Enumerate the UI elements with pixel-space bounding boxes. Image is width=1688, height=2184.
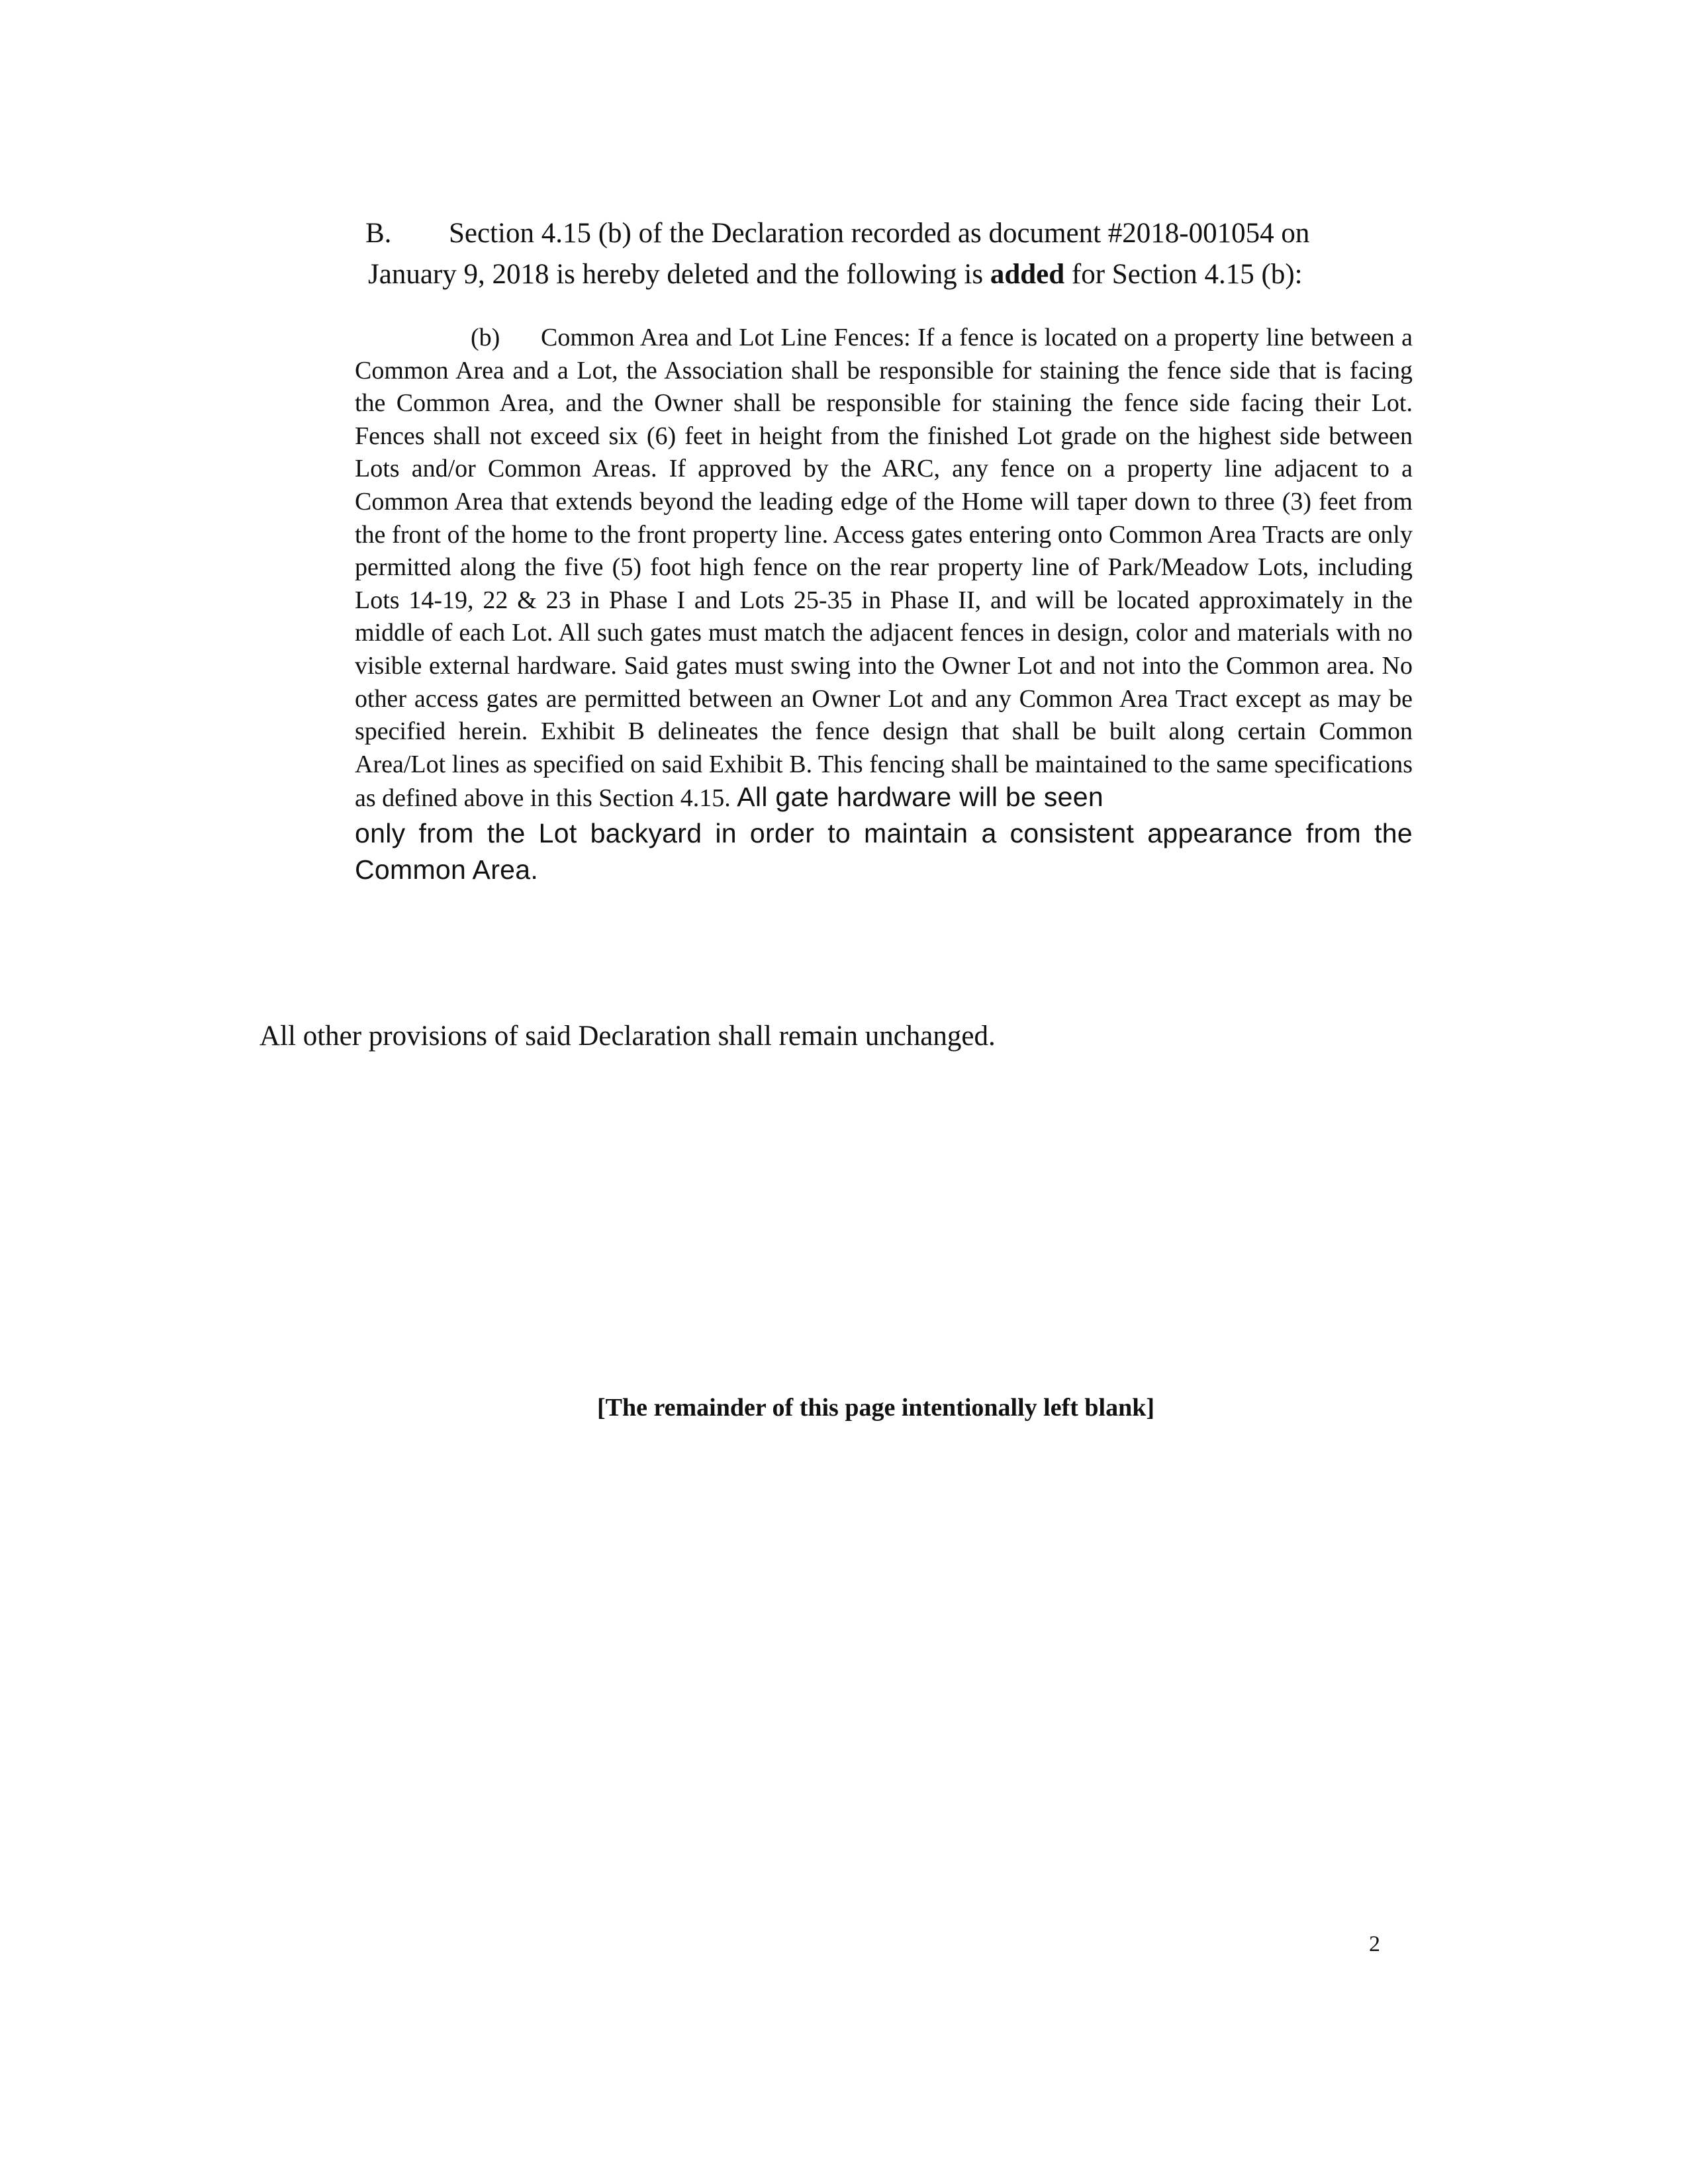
section-b-text-line-2-start: January 9, 2018 is hereby deleted and the following is xyxy=(368,259,990,290)
page-number: 2 xyxy=(1369,1932,1380,1956)
closing-statement: All other provisions of said Declaration shall remain unchanged. xyxy=(259,1021,996,1052)
subsection-b-body-tail: only from the Lot backyard in order to maintain a consistent appearance from the Common Area. xyxy=(355,817,1413,885)
section-b-line-1 xyxy=(365,213,1413,254)
subsection-b-body: Common Area and Lot Line Fences: If a fence is located on a property line between a Common Area and a Lot, the Association shall be responsible for staining the fence side that is facing the Common Area, and the Owner shall be responsible for staining the fence side facing their Lot. Fences shall not exceed six (6) feet in height from the finished Lot grade on the highest side between Lots and/or Common Areas. If approved by the ARC, any fence on a property line adjacent to a Common Area that extends beyond the leading edge of the Home will taper down to three (3) feet from the front of the home to the front property line. Access gates entering onto Common Area Tracts are only permitted along the five (5) foot high fence on the rear property line of Park/Meadow Lots, including Lots 14-19, 22 & 23 in Phase I and Lots 25-35 in Phase II, and will be located approximately in the middle of each Lot. All such gates must match the adjacent fences in design, color and materials with no visible external hardware. Said gates must swing into the Owner Lot and not into the Common area. No other access gates are permitted between an Owner Lot and any Common Area Tract except as may be specified herein. Exhibit B delineates the fence design that shall be built along certain Common Area/Lot lines as specified on said Exhibit B. This fencing shall be maintained to the same specifications as defined above in this Section 4.15. xyxy=(355,324,1413,813)
section-b-paragraph xyxy=(365,213,1413,295)
section-b-text-line-1: Section 4.15 (b) of the Declaration recorded as document #2018-001054 on xyxy=(449,218,1310,249)
section-b-line-2 xyxy=(365,254,1413,295)
blank-page-note-text: [The remainder of this page intentionally left blank] xyxy=(596,1394,1154,1422)
subsection-b-label: (b) xyxy=(471,324,500,351)
subsection-b-body-tail-inline: All gate hardware will be seen xyxy=(737,782,1103,813)
subsection-b-paragraph xyxy=(355,322,1413,888)
section-b-bold-added: added xyxy=(990,259,1065,290)
section-b-text-line-2-end: for Section 4.15 (b): xyxy=(1064,259,1303,290)
section-b-marker: B. xyxy=(365,218,392,249)
blank-page-note xyxy=(0,1391,1688,1424)
